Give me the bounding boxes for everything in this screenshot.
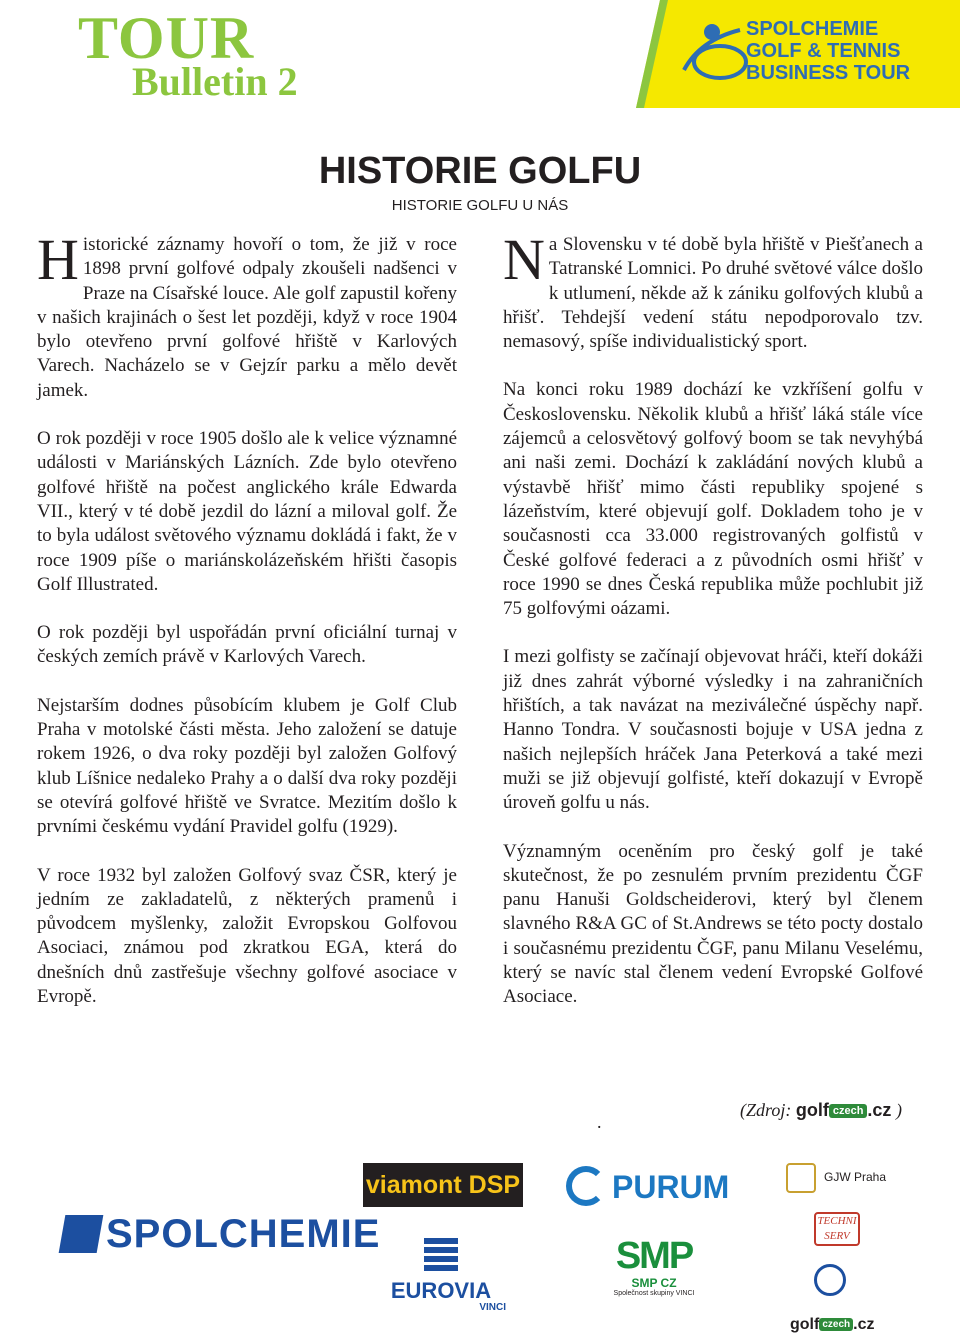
eurovia-text: EUROVIA <box>390 1278 492 1303</box>
purum-ring-icon <box>566 1166 606 1206</box>
cz-word: .cz <box>853 1316 875 1333</box>
bulletin-title: Bulletin 2 <box>132 59 298 104</box>
golf-word: golf <box>795 1100 829 1120</box>
gjw-text: GJW Praha <box>824 1170 887 1185</box>
spolchemie-mark-icon <box>59 1215 104 1253</box>
source-suffix: ) <box>895 1100 902 1120</box>
drop-cap: N <box>503 227 545 292</box>
paragraph <box>37 227 457 403</box>
paragraph: O rok později v roce 1905 došlo ale k velice významné události v Mariánských Lázních. Zde bylo otevřeno golfové hřiště na počest anglického krále Edwarda VII., který v té době jezdil do lázní a miloval golf. Že to byla událost světového významu dokládá i fakt, že v roce 1909 píše o mariánskolázeňském hřišti časopis Golf Illustrated. <box>37 428 457 595</box>
purum-text: PURUM <box>612 1169 730 1205</box>
page-subtitle: HISTORIE GOLFU U NÁS <box>391 197 569 214</box>
golf-word: golf <box>790 1316 820 1333</box>
source-note <box>740 1100 902 1121</box>
brand-text <box>746 18 910 84</box>
golfczech-mini-logo <box>796 1100 892 1120</box>
brand-line: SPOLCHEMIE <box>746 18 879 40</box>
paragraph-text: a Slovensku v té době byla hřiště v Piešťanech a Tatranské Lomnici. Po druhé světové válce došlo k utlumení, někde až k zániku golfových klubů a hřišť. Tehdejší vedení státu nepodporovalo tzv. nemasový, spíše individualistický sport. <box>503 234 923 353</box>
paragraph: Významným oceněním pro český golf je také skutečnost, že po zesnulém prvním prezidentu ČGF panu Hanuši Goldscheiderovi, který byl členem slavného R&A GC of St.Andrews se této pocty dostalo i současnému prezidentu ČGF, panu Milanu Veselému, který se navíc stal členem vedení Evropské Golfové Asociace. <box>503 840 923 1008</box>
brand-line: GOLF & TENNIS <box>746 40 901 62</box>
smp-small-text: Společnost skupiny VINCI <box>613 1290 695 1297</box>
eurovia-stack-icon <box>424 1238 458 1274</box>
viamont-logo: viamont DSP <box>363 1163 523 1207</box>
paragraph: I mezi golfisty se začínají objevovat hráči, kteří dokáži již dnes zahrát výborné výsledky i na zahraničních hřištích, a tak navázat na meziválečné úspěchy např. Hanno Tondra. V současnosti bojuje v USA jedna z našich nejlepších hráček Jana Peterková a také mezi muži se již objevují golfisté, kteří dokazují v Evropě úroveň golfu u nás. <box>503 646 923 814</box>
tour-title: TOUR <box>78 5 255 71</box>
paragraph <box>503 227 923 354</box>
gjw-logo <box>786 1163 886 1193</box>
paragraph: Na konci roku 1989 dochází ke vzkříšení golfu v Československu. Několik klubů a hřišť láká stále více zájemců a celosvětový golfový boom se tak nevyhýbá ani naši zemi. Dochází k zakládání nových klubů a výstavbě hřišť mimo části republiky spojené s lázeňstvím, které objevují golf. Dokladem toho je v současnosti cca 33.000 registrovaných golfistů v České golfové federaci a z původních osmi hřišť v roce 1990 se dnes Česká republika může pochlubit již 75 golfovými oázami. <box>503 379 923 620</box>
eurovia-logo <box>376 1238 506 1313</box>
spolchemie-logo <box>62 1212 380 1257</box>
right-column <box>503 227 923 1034</box>
smp-mark: SMP <box>615 1235 693 1277</box>
paragraph-text: istorické záznamy hovoří o tom, že již v roce 1898 první golfové odpaly zkoušeli nadšenci v Praze na Císařské louce. Ale golf zapustil kořeny v našich krajinách o šest let později, když v roce 1904 bylo otevřeno první golfové hřiště v Karlových Varech. Nacházelo se v Gejzír parku a mělo devět jamek. <box>37 234 457 401</box>
page-title: HISTORIE GOLFU <box>318 150 642 192</box>
spolchemie-text: SPOLCHEMIE <box>106 1212 381 1256</box>
czech-word: czech <box>829 1104 868 1118</box>
golfczech-logo <box>790 1316 874 1334</box>
stray-dot: . <box>597 1112 602 1132</box>
cz-word: .cz <box>867 1100 892 1120</box>
left-column <box>37 227 457 1033</box>
source-prefix: (Zdroj: <box>740 1100 792 1120</box>
purum-logo <box>566 1162 729 1212</box>
gjw-badge-icon <box>786 1163 816 1193</box>
paragraph: V roce 1932 byl založen Golfový svaz ČSR, který je jedním ze zakladatelů, z některých pramenů i původcem myšlenky, založit Evropskou Golfovou Asociaci, známou pod zkratkou EGA, která do dnešních dnů zastřešuje všechny golfové asociace v Evropě. <box>37 864 457 1008</box>
smp-logo <box>594 1236 714 1297</box>
header <box>0 0 960 108</box>
techni-serv-logo: TECHNI SERV <box>814 1212 860 1246</box>
smp-text: SMP CZ <box>631 1276 677 1290</box>
vinci-text: VINCI <box>479 1302 506 1313</box>
czech-word: czech <box>819 1318 853 1331</box>
paragraph: Nejstarším dodnes působícím klubem je Golf Club Praha v motolské části města. Jeho založení se datuje rokem 1926, o dva roky později byl založen Golfový klub Líšnice nedaleko Prahy a o další dva roky později se otevírá golfové hřiště ve Svratce. Mezitím došlo k prvními českému vydání Pravidel golfu (1929). <box>37 694 457 838</box>
drop-cap: H <box>37 227 79 292</box>
brand-line: BUSINESS TOUR <box>746 62 911 84</box>
paragraph: O rok později byl uspořádán první oficiální turnaj v českých zemích právě v Karlových Varech. <box>37 622 457 668</box>
sponsor-round-icon <box>814 1264 846 1296</box>
